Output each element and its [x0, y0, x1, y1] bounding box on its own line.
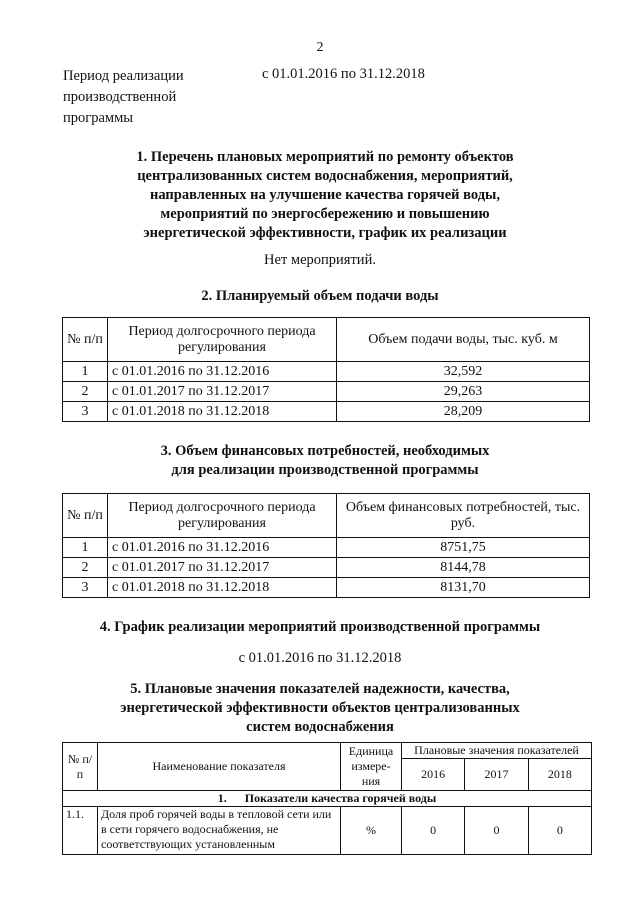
col-num-header: № п/п [63, 318, 108, 362]
table-row: 3 с 01.01.2018 по 31.12.2018 28,209 [63, 402, 590, 422]
col-planned-header: Плановые значения показателей [402, 743, 592, 759]
col-num-header: № п/п [63, 494, 108, 538]
group-label: Показатели качества горячей воды [244, 791, 437, 805]
section1-heading: 1. Перечень плановых мероприятий по ремонту объектов централизованных систем водоснабжения, мероприятий, направленных на улучшение качества горячей воды, мероприятий по энергосбережению и повышению энергетической эффективности, график их реализации [136, 149, 514, 241]
table-row: 3 с 01.01.2018 по 31.12.2018 8131,70 [63, 578, 590, 598]
table-row: 1.1. Доля проб горячей воды в тепловой сети или в сети горячего водоснабжения, не соответствующих установленным % 0 0 0 [63, 807, 592, 855]
section4-period: с 01.01.2016 по 31.12.2018 [238, 650, 402, 666]
year-2018-header: 2018 [528, 759, 591, 791]
section1-note: Нет мероприятий. [264, 252, 376, 268]
page-number: 2 [316, 40, 324, 55]
col-volume-header: Объем подачи воды, тыс. куб. м [337, 318, 590, 362]
col-num-header: № п/п [63, 743, 98, 791]
table-row: 1 с 01.01.2016 по 31.12.2016 32,592 [63, 362, 590, 382]
indicators-table [62, 742, 592, 855]
col-unit-header: Единица измере-ния [341, 743, 402, 791]
period-value: с 01.01.2016 по 31.12.2018 [262, 66, 425, 82]
col-name-header: Наименование показателя [98, 743, 341, 791]
col-period-header: Период долгосрочного периода регулирования [108, 318, 337, 362]
col-period-header: Период долгосрочного периода регулирования [108, 494, 337, 538]
period-label: Период реализации производственной программы [63, 68, 184, 126]
section4-heading: 4. График реализации мероприятий производственной программы [99, 619, 541, 635]
table-row: 2 с 01.01.2017 по 31.12.2017 29,263 [63, 382, 590, 402]
section2-heading: 2. Планируемый объем подачи воды [201, 288, 439, 304]
col-finance-header: Объем финансовых потребностей, тыс. руб. [337, 494, 590, 538]
year-2017-header: 2017 [465, 759, 528, 791]
section5-heading: 5. Плановые значения показателей надежности, качества, энергетической эффективности объектов централизованных систем водоснабжения [120, 681, 520, 735]
water-volume-table [62, 317, 590, 422]
table-row: 1 с 01.01.2016 по 31.12.2016 8751,75 [63, 538, 590, 558]
year-2016-header: 2016 [402, 759, 465, 791]
group-number: 1. [217, 791, 227, 805]
financial-needs-table [62, 493, 590, 598]
table-row: 2 с 01.01.2017 по 31.12.2017 8144,78 [63, 558, 590, 578]
section3-heading: 3. Объем финансовых потребностей, необходимых для реализации производственной программы [160, 443, 490, 478]
group-row [63, 791, 592, 807]
